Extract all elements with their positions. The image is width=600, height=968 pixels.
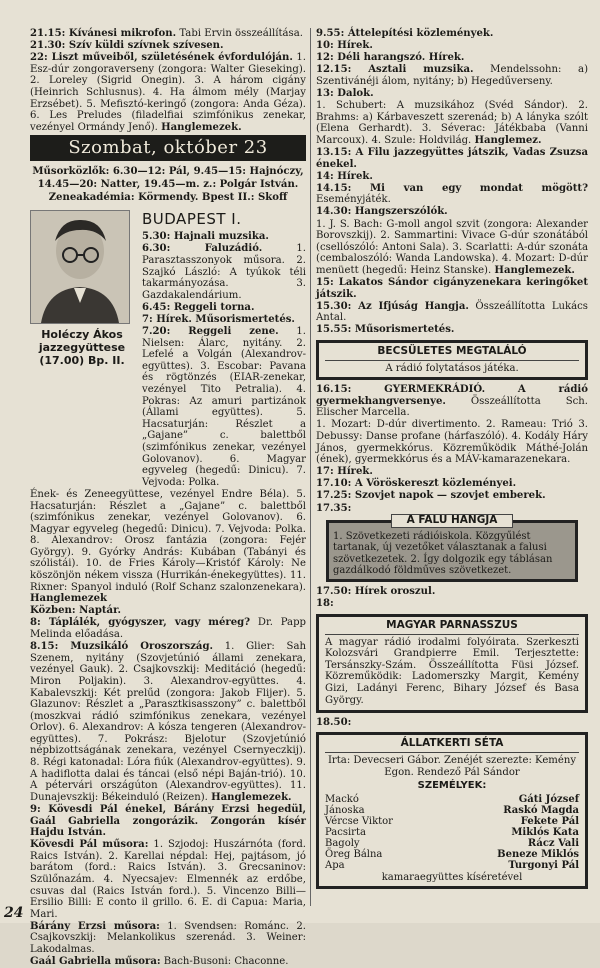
program-entry: 1. Schubert: A muzsikához (Svéd Sándor). 2. Brahms: a) Kárbaveszett szerenád; b) A lányka szólt (Elena Gerhardt). 3. Séverac: Játékbaba (Vanni Marcoux). 4. Szule: Holdvilág. Hanglemez. — [316, 100, 588, 146]
parnassus-text: A magyar rádió irodalmi folyóirata. Szerkeszti Kolozsvári Grandpierre Emil. Terjesztette: Tersánszky-Szám. Összeállította Füsi József. Közreműködik: Ladomerszky Margit, Kemény Gizi, Ladányi Ferenc, Bihary József és Basa György. — [325, 636, 579, 706]
program-entry: 18.50: — [316, 716, 352, 728]
station-name: BUDAPEST I. — [142, 210, 242, 229]
left-entries — [30, 28, 306, 133]
cast-actor: Fekete Pál — [520, 815, 579, 827]
program-entry: 17.10: A Vöröskereszt közleményei. — [316, 478, 517, 490]
program-entry: 8.15: Muzsikáló Oroszország. 1. Glier: Sah Szenem, nyitány (Szovjetúnió állami zenekara, vezényel Gauk). 2. Csajkovszkij: Meditáció (hegedű: Miron Poljakin). 3. Alexandrov-együttes. 4. Kabalevszkij: Két prelűd (zongora: Jakob Flijer). 5. Glazunov: Részlet a „Parasztkisasszony” c. balettből (moszkvai rádió szimfónikus zenekara, vezényel Orlov). 6. Alexandrov: A kósza tengeren (Alexandrov-együttes). 7. Pokrász: Bjelotur (Szovjetúnió népbizottságának zenekara, vezényel Csernyeczkij). 8. Régi katonadal: Lóra fiúk (Alexandrov-együttes). 9. A hadiflotta dalai és táncai (első népi Baján-trió). 10. A pétervári országúton (Alexandrov-együttes). 11. Dunajevszkij: Békeinduló (Reizen). Hanglemezek. — [30, 641, 306, 803]
cast-role: Mackó — [325, 793, 359, 805]
zoo-walk-box — [316, 732, 588, 889]
program-entry: 14: Hírek. — [316, 170, 373, 182]
program-entry: 15.30: Az Ifjúság Hangja. Összeállította Lukács Antal. — [316, 300, 588, 324]
right-column — [316, 28, 588, 893]
program-entry: 9.55: Áttelepítési közlemények. — [316, 28, 494, 39]
program-entry: Gaál Gabriella műsora: Bach-Busoni: Chaconne. — [30, 956, 289, 968]
right-entries-4 — [316, 717, 588, 729]
program-entry: 14.30: Hangszerszólók. — [316, 206, 448, 218]
right-entries — [316, 28, 588, 336]
program-entry: 17.35: — [316, 502, 352, 514]
zoo-walk-credits: Irta: Devecseri Gábor. Zenéjét szerezte: Kemény Egon. Rendező Pál Sándor — [327, 754, 577, 778]
photo-side-entries — [142, 231, 306, 488]
program-entry: 7: Hírek. Műsorismertetés. — [142, 314, 295, 325]
portrait-illustration — [31, 211, 129, 323]
cast-actor: Rácz Vali — [527, 837, 579, 849]
honest-finder-subtitle: A rádió folytatásos játéka. — [385, 362, 519, 374]
program-entry: 1. Mozart: D-dúr divertimento. 2. Rameau: Trió 3. Debussy: Danse profane (hárfaszóló). 4. Kodály Háry János, gyermekkórus. Közreműködik Máthé-Jolán (ének), gyermekkórus és a MÁV-kamarazenekara. — [316, 419, 588, 466]
program-entry: 15.55: Műsorismertetés. — [316, 324, 455, 336]
cast-row — [325, 816, 579, 827]
program-entry: 17: Hírek. — [316, 466, 373, 478]
program-entry: 14.15: Mi van egy mondat mögött? Eseményjáték. — [316, 182, 588, 206]
cast-row — [325, 827, 579, 838]
cast-actor: Beneze Miklós — [497, 848, 579, 860]
cast-row — [325, 860, 579, 871]
cast-row — [325, 838, 579, 849]
cast-role: Bagoly — [325, 837, 360, 849]
program-entry: Közben: Naptár. — [30, 605, 122, 617]
honest-finder-title: BECSÜLETES MEGTALÁLÓ — [325, 346, 579, 361]
cast-row — [325, 849, 579, 860]
photo-row — [30, 210, 306, 489]
cast-title: SZEMÉLYEK: — [417, 780, 487, 792]
program-entry: 13.15: A Filu jazzegyüttes játszik, Vadas Zsuzsa énekel. — [316, 146, 588, 170]
honest-finder-box — [316, 340, 588, 380]
program-entry: Kövesdi Pál műsora: 1. Szjodoj: Huszárnóta (ford. Raics István). 2. Karellai népdal: Hej, pajtásom, jó barátom (ford.: Raics István). 3. Grecsaninov: Szülőnazám. 4. Nyecsajev: Elmennék az erdőbe, csuvas dal (Raics István ford.). 5. Vincenzo Billi—Ersilio Billi: E conto il grillo. 6. E. di Capua: Maria, Mari. — [30, 839, 306, 920]
column-divider — [310, 28, 311, 906]
village-voice-text: 1. Szövetkezeti rádióiskola. Közgyűlést tartanak, új vezetőket választanak a falusi szövetkezetek. 2. Így dolgozik egy táblásan gazdálkodó földműves szövetkezet. — [333, 530, 553, 576]
cast-role: Jánoska — [325, 804, 365, 816]
program-entry: 6.30: Faluzádió. 1. Parasztasszonyok műsora. 2. Szajkó László: A tyúkok téli takarmányozása. 3. Gazdakalendárium. — [142, 243, 307, 301]
program-entry: 10: Hírek. — [316, 40, 373, 52]
photo-caption: Holéczy Ákos jazzegyüttese (17.00) Bp. II. — [38, 328, 126, 368]
left-column — [30, 28, 306, 968]
program-entry: 22: Liszt műveiből, születésének évfordulóján. 1. Esz-dúr zongoraverseny (zongora: Walter Gieseking). 2. Loreley (Sigrid Onegin). 3. A három cigány (Heinrich Schlusnus). 4. Ha álmom mély (Marjay Erzsébet). 5. Mefisztó-keringő (zongora: Anda Géza). 6. Les Preludes (filadelfiai szimfónikus zenekar, vezényel Ormándy Jenő). Hanglemezek. — [30, 52, 306, 133]
cast-footer: kamaraegyüttes kíséretével — [381, 871, 523, 883]
program-entry: 6.45: Reggeli torna. — [142, 301, 255, 313]
right-entries-3 — [316, 586, 588, 610]
cast-actor: Turgonyi Pál — [508, 859, 579, 871]
program-entry: 8: Táplálék, gyógyszer, vagy méreg? Dr. Papp Melinda előadása. — [30, 617, 306, 641]
program-entry: 17.25: Szovjet napok — szovjet emberek. — [316, 490, 546, 502]
program-entry: 21.15: Kívánesi mikrofon. Tabi Ervin összeállítása. — [30, 28, 303, 39]
program-entry: 12: Déli harangszó. Hírek. — [316, 52, 465, 64]
program-entry: 15: Lakatos Sándor cigányzenekara keringőket játszik. — [316, 276, 588, 300]
program-entry: 13: Dalok. — [316, 87, 374, 99]
left-entries-2 — [30, 489, 306, 968]
program-entry: Bárány Erzsi műsora: 1. Svendsen: Románc. 2. Csajkovszkij: Melankolikus szerenád. 3. Weiner: Lakodalmas. — [30, 920, 306, 956]
program-entry: 16.15: GYERMEKRÁDIÓ. A rádió gyermekhangversenye. Összeállította Sch. Elischer Marcella. — [316, 384, 588, 419]
cast-role: Öreg Bálna — [325, 848, 383, 860]
cast-role: Pacsirta — [325, 826, 366, 838]
portrait-photo — [30, 210, 130, 324]
parnassus-title: MAGYAR PARNASSZUS — [325, 620, 579, 635]
cast-actor: Raskó Magda — [503, 804, 579, 816]
zoo-walk-title: ÁLLATKERTI SÉTA — [325, 738, 579, 753]
broadcast-info: Műsorközlők: 6.30—12: Pál, 9.45—15: Hajnóczy, 14.45—20: Natter, 19.45—m. z.: Polgár István. Zeneakadémia: Körmendy. Bpest II.: Skoff — [32, 166, 304, 204]
program-entry: 17.50: Hírek oroszul. — [316, 586, 436, 598]
cast-row — [325, 794, 579, 805]
cast-role: Vércse Viktor — [325, 815, 393, 827]
program-entry: 5.30: Hajnali muzsika. — [142, 231, 269, 243]
program-entry: 18: — [316, 598, 334, 610]
day-banner: Szombat, október 23 — [30, 135, 306, 161]
cast-actor: Gáti József — [518, 793, 579, 805]
program-entry: 7.20: Reggeli zene. 1. Nielsen: Álarc, nyitány. 2. Lefelé a Volgán (Alexandrov-együttes). 3. Escobar: Pavana és rögtönzés (EIAR-zenekar, vezényel Tito Petralia). 4. Pokras: Az amuri partizánok (Állami együttes). 5. Hacsaturján: Részlet a „Gajane” c. balettből (szimfónikus zenekar, vezényel Golovanov). 6. Magyar egyveleg (hegedű: Dinicu). 7. Vejvoda: Polka. — [142, 326, 306, 488]
program-entry: 1. J. S. Bach: G-moll angol szvit (zongora: Alexander Borovszkij). 2. Sammartini: Vivace G-dúr szonátából (csellószóló: Antoni Sala). 3. Scarlatti: A-dúr szonáta (cembaloszóló: Wanda Landowska). 4. Mozart: D-dúr menüett (hegedű: Heinz Stanske). Hanglemezek. — [316, 218, 588, 276]
cast-actor: Miklós Kata — [511, 826, 579, 838]
photo-side-text — [142, 210, 306, 489]
cast-role: Apa — [325, 859, 345, 871]
page-number: 24 — [4, 905, 24, 921]
right-entries-2 — [316, 384, 588, 514]
parnassus-box — [316, 614, 588, 713]
village-voice-box — [326, 514, 578, 582]
photo-block — [30, 210, 134, 489]
cast-row — [325, 805, 579, 816]
program-entry: Ének- és Zeneegyüttese, vezényel Endre Béla). 5. Hacsaturján: Részlet a „Gajane” c. balettből (szimfónikus zenekar, vezényel Golovanov). 6. Magyar egyveleg (hegedű: Dinicu). 7. Vejvoda: Polka. 8. Alexandrov: Orosz fantázia (zongora: Fejér György). 9. Gyórky András: Kubában (Tabányi és szólistái). 10. de Fries Károly—Kristóf Károly: Ne köszönjön nékem vissza (Hurrikán-énekegyüttes). 11. Rixner: Spanyol induló (Rolf Schanz szalonzenekara). Hanglemezek — [30, 488, 306, 605]
program-entry: 21.30: Szív küldi szívnek szívesen. — [30, 40, 224, 52]
village-voice-title: A FALU HANGJA — [391, 514, 513, 528]
cast-list — [325, 794, 579, 871]
program-entry: 9: Kövesdi Pál énekel, Bárány Erzsi hegedül, Gaál Gabriella zongorázik. Zongorán kísér Hajdu István. — [30, 803, 306, 839]
program-entry: 12.15: Asztali muzsika. Mendelssohn: a) Szentivánéji álom, nyitány; b) Hegedűverseny. — [316, 64, 589, 87]
